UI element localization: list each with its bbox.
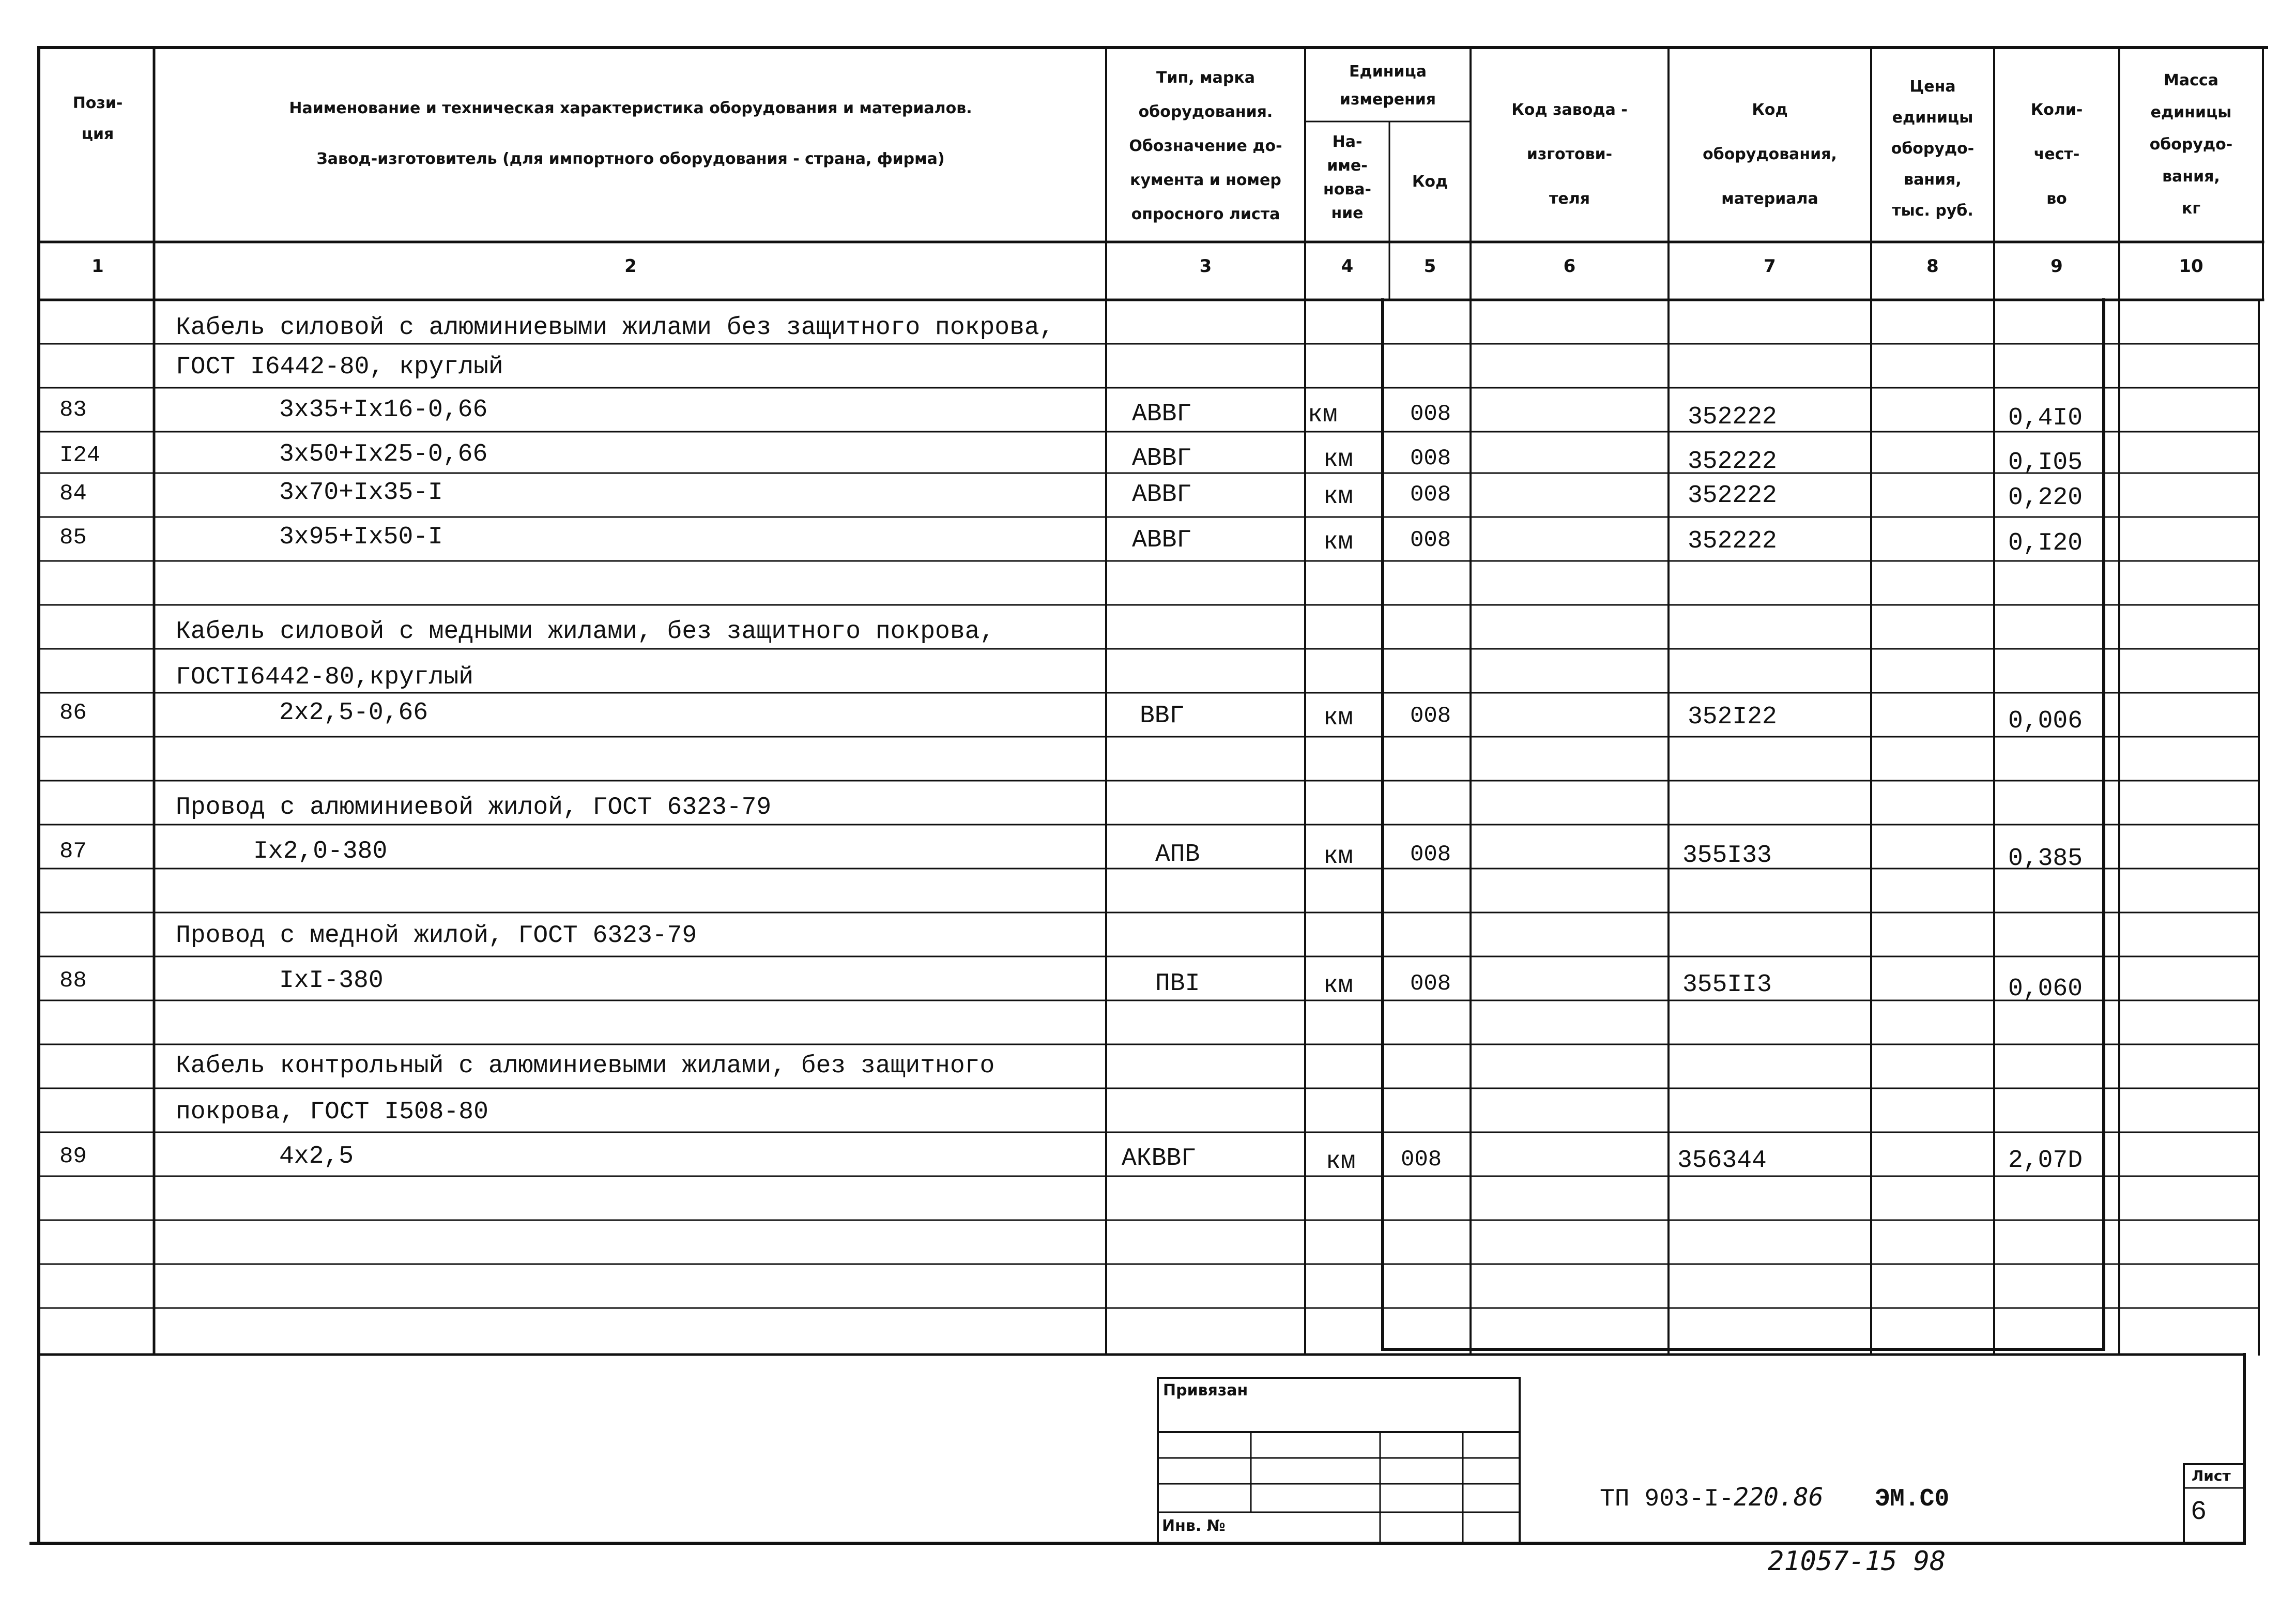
table-row-unit-code: 008 [1410,842,1451,868]
header-quantity: Коли- чест- во [2030,101,2083,208]
table-row-position: 85 [59,525,87,551]
table-row-type: АВВГ [1132,481,1192,509]
table-row-type: АКВВГ [1122,1145,1197,1173]
table-row-position: 88 [59,968,87,994]
table-row-name: IхI-380 [279,967,384,995]
sheet-label: Лист [2192,1467,2231,1484]
header-name: Наименование и техническая характеристика оборудования и материалов. [289,99,972,117]
table-row-type: АПВ [1155,841,1200,869]
header-material-code: Код оборудования, материала [1703,101,1837,208]
table-row-unit-code: 008 [1410,446,1451,472]
table-row-material-code: 355II3 [1682,971,1772,999]
column-number: 9 [2050,256,2063,277]
table-row-material-code: 352222 [1688,527,1777,555]
table-row-unit-code: 008 [1410,401,1451,427]
header-unit-name: На- име- нова- ние [1323,133,1372,222]
table-row-name: 3х35+Iх16-0,66 [279,396,488,424]
table-row-name: ГОСТI6442-80,круглый [176,663,474,691]
header-manufacturer: Завод-изготовитель (для импортного оборудования - страна, фирма) [316,150,945,168]
column-number: 1 [91,256,104,277]
table-row-unit-code: 008 [1410,703,1451,729]
header-price: Цена единицы оборудо- вания, тыс. руб. [1891,78,1974,220]
sheet-number: 6 [2191,1497,2207,1527]
table-row-unit-code: 008 [1410,527,1451,553]
table-row-name: Кабель контрольный с алюминиевыми жилами, без защитного [176,1052,995,1080]
table-row-name: Провод с алюминиевой жилой, ГОСТ 6323-79 [176,794,772,822]
table-row-material-code: 352222 [1688,482,1777,510]
table-row-unit: км [1326,1148,1356,1176]
designation-prefix: ТП 903-I- [1600,1485,1734,1513]
header-unit-code: Код [1412,173,1448,191]
table-row-quantity: 0,006 [2008,707,2083,735]
table-row-material-code: 352222 [1688,448,1777,476]
table-row-quantity: 2,07D [2008,1147,2083,1175]
table-row-name: Кабель силовой с медными жилами, без защитного покрова, [176,618,995,646]
table-row-quantity: 0,I20 [2008,529,2083,557]
table-row-quantity: 0,4I0 [2008,404,2083,432]
header-unit: Единица измерения [1339,63,1436,109]
table-row-type: ПВI [1155,970,1200,998]
table-row-name: 3х95+Iх50-I [279,523,443,551]
header-mass: Масса единицы оборудо- вания, кг [2149,71,2233,218]
table-row-name: покрова, ГОСТ I508-80 [176,1098,488,1126]
table-row-quantity: 0,220 [2008,484,2083,512]
table-row-name: 3х50+Iх25-0,66 [279,440,488,468]
designation-handwritten: 220.86 [1734,1483,1824,1512]
designation-suffix: ЭМ.С0 [1875,1485,1950,1513]
table-row-position: 83 [59,397,87,423]
table-row-unit-code: 008 [1410,482,1451,508]
table-row-position: 89 [59,1144,87,1169]
table-row-type: АВВГ [1132,400,1192,428]
table-row-quantity: 0,060 [2008,975,2083,1003]
table-row-unit: км [1323,843,1353,871]
column-number: 5 [1423,256,1436,277]
table-row-material-code: 355I33 [1682,842,1772,870]
header-position: Пози- ция [72,94,123,143]
table-row-name: 3х70+Iх35-I [279,479,443,507]
table-row-type: АВВГ [1132,526,1192,554]
table-row-unit: км [1323,528,1353,556]
table-row-unit: км [1308,401,1338,429]
table-row-type: АВВГ [1132,445,1192,473]
header-type: Тип, марка оборудования. Обозначение до- кумента и номер опросного листа [1129,69,1282,223]
table-row-name: Кабель силовой с алюминиевыми жилами без защитного покрова, [176,314,1054,342]
table-row-unit: км [1323,446,1353,474]
table-row-type: ВВГ [1140,702,1185,730]
handwritten-archive-number: 21057-15 98 [1768,1546,1946,1577]
table-row-unit: км [1323,483,1353,511]
column-number: 4 [1341,256,1354,277]
table-row-position: 84 [59,481,87,507]
table-row-quantity: 0,385 [2008,845,2083,873]
table-row-unit: км [1323,972,1353,1000]
table-row-name: Iх2,0-380 [253,838,388,865]
table-row-unit-code: 008 [1401,1147,1442,1173]
column-number: 10 [2179,256,2203,277]
table-row-name: 2х2,5-0,66 [279,699,428,727]
table-row-position: I24 [59,443,101,468]
document-designation [1600,1483,1949,1513]
inventory-label: Инв. № [1162,1517,1226,1535]
column-number: 7 [1764,256,1776,277]
column-number: 2 [624,256,637,277]
table-row-quantity: 0,I05 [2008,449,2083,477]
table-row-material-code: 352I22 [1688,703,1777,731]
column-number: 6 [1563,256,1576,277]
table-row-name: ГОСТ I6442-80, круглый [176,353,503,381]
table-row-position: 87 [59,839,87,864]
header-factory-code: Код завода - изготови- теля [1511,101,1628,208]
column-number: 3 [1199,256,1212,277]
table-row-unit-code: 008 [1410,971,1451,997]
table-row-name: 4х2,5 [279,1143,354,1170]
table-row-material-code: 356344 [1677,1147,1767,1175]
table-row-material-code: 352222 [1688,403,1777,431]
table-row-unit: км [1323,704,1353,732]
table-row-position: 86 [59,700,87,726]
column-number: 8 [1926,256,1939,277]
table-row-name: Провод с медной жилой, ГОСТ 6323-79 [176,922,697,950]
bound-label: Привязан [1163,1381,1248,1400]
